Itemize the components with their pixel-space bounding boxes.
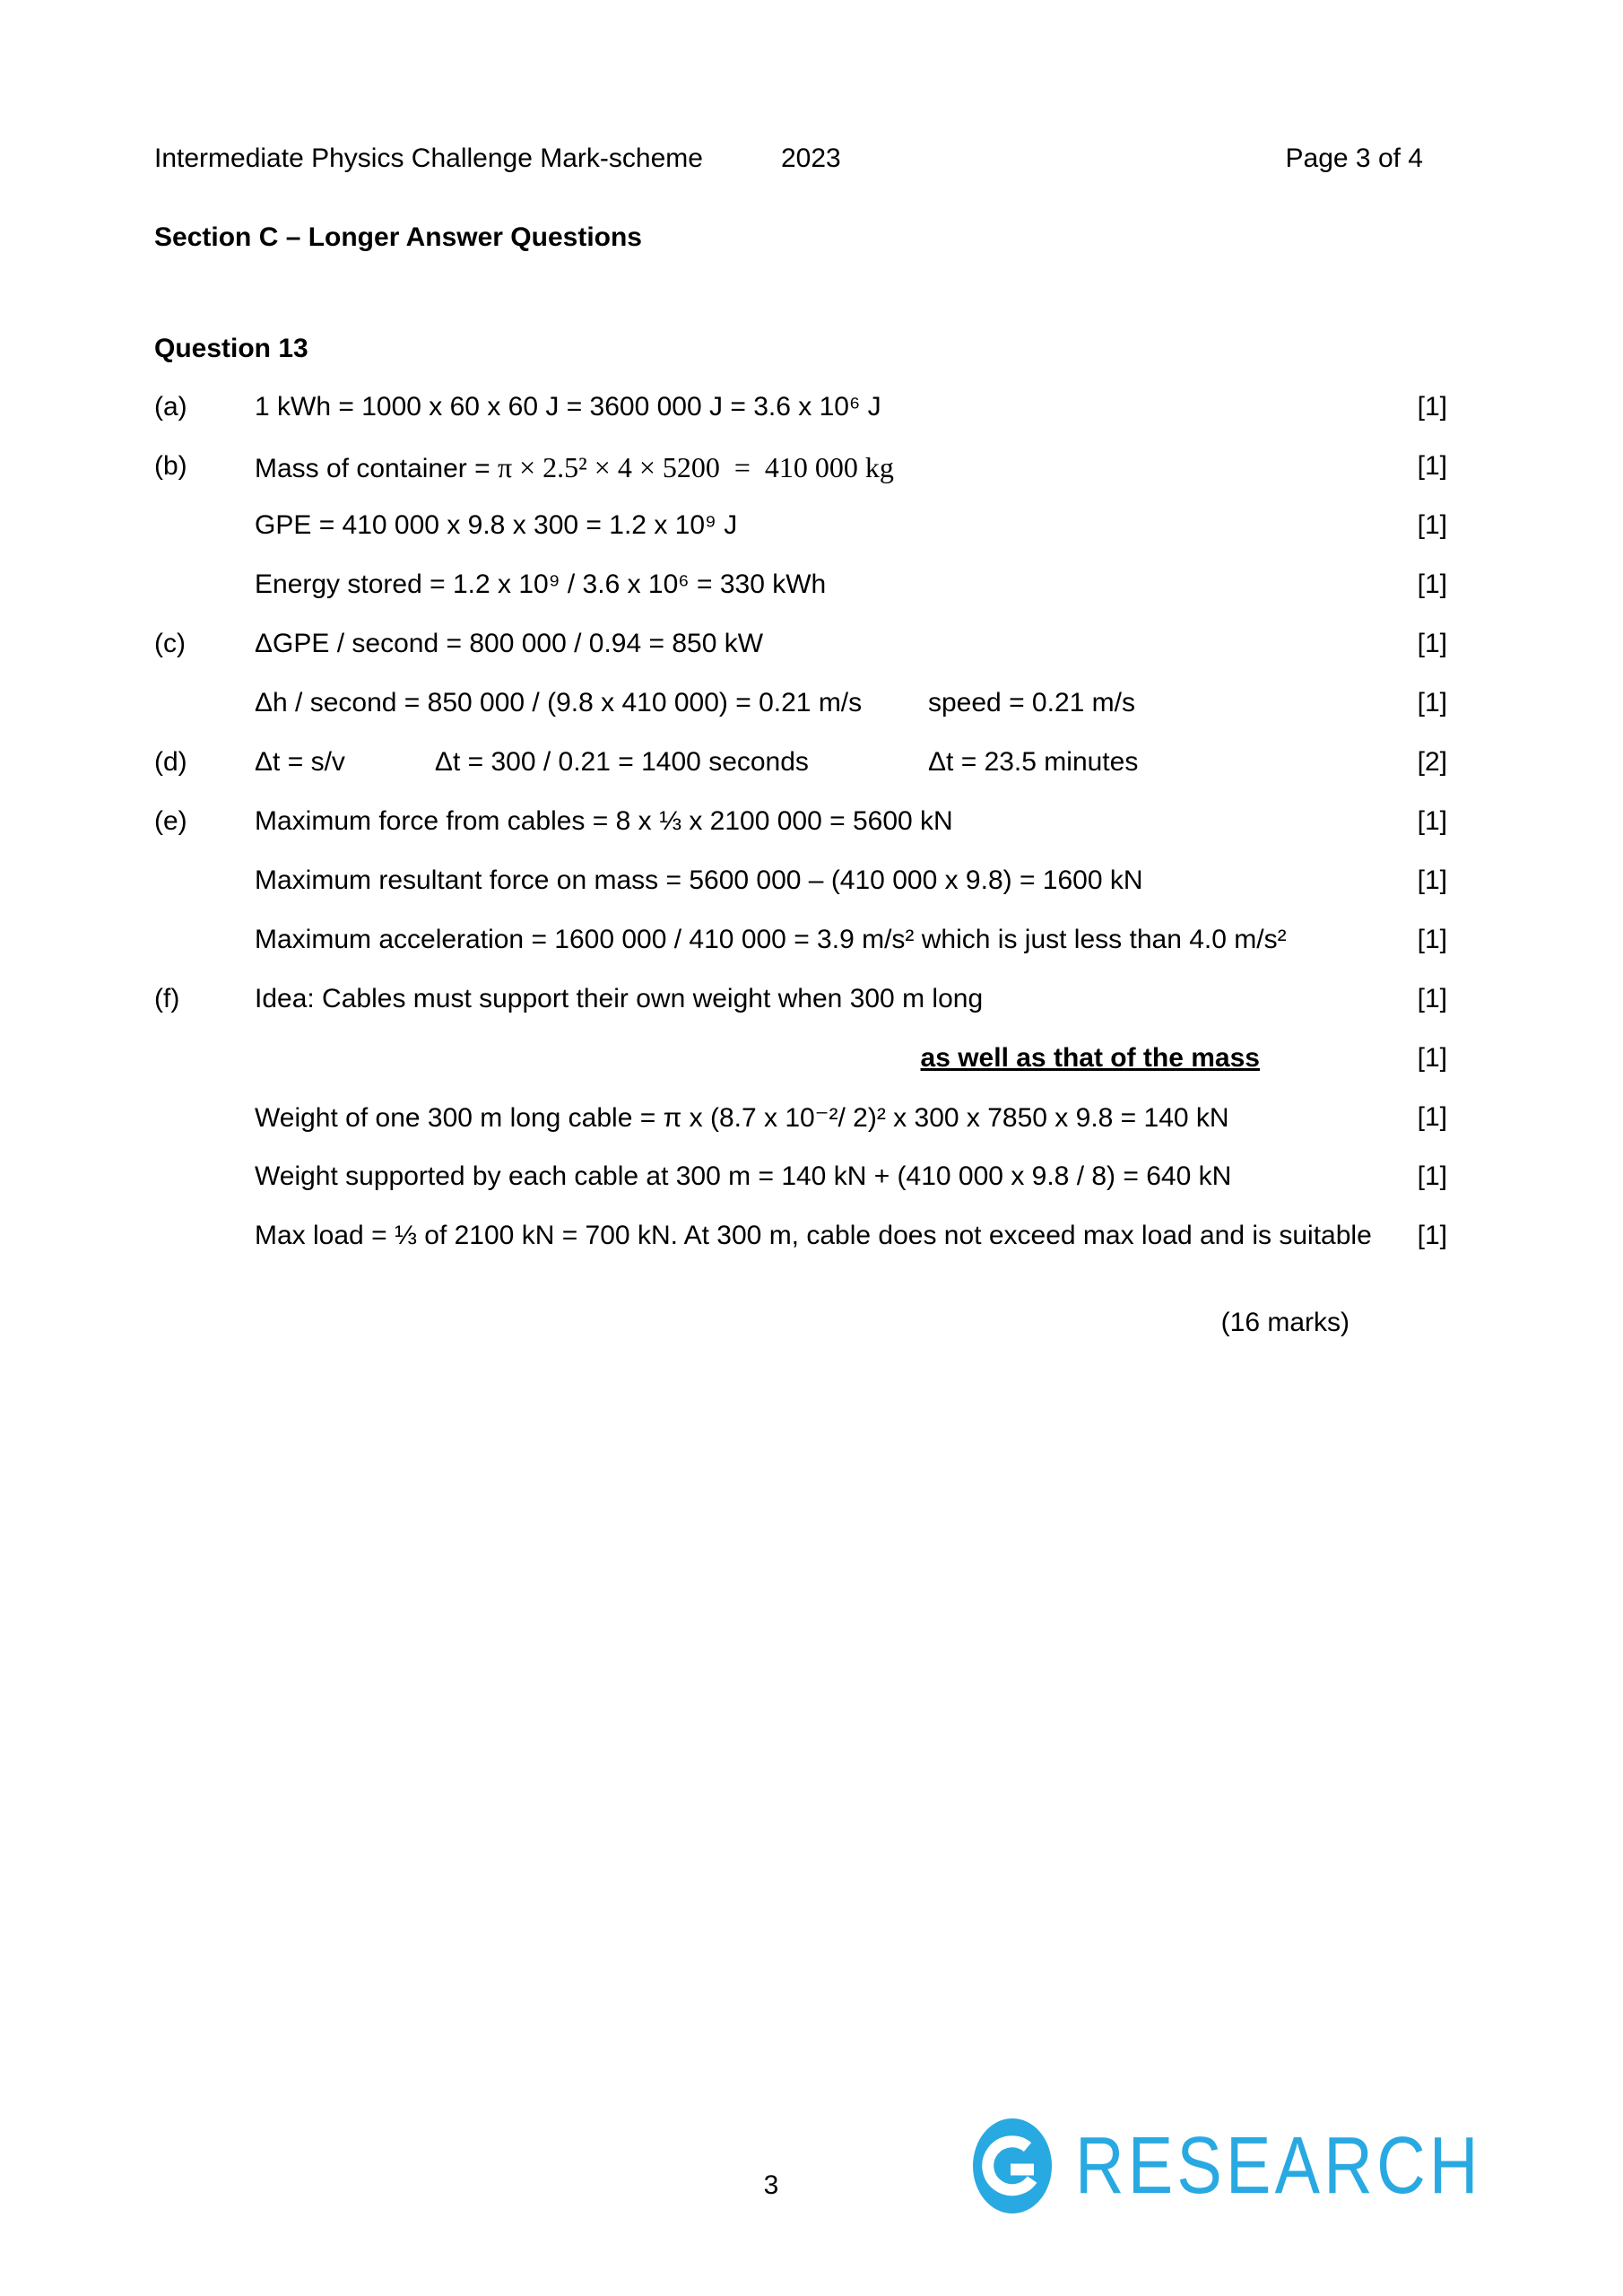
row-label: (d) xyxy=(154,747,187,777)
answer-row xyxy=(154,510,1447,570)
row-mark: [1] xyxy=(1417,925,1447,954)
logo-g-icon xyxy=(973,2118,1052,2213)
row-label: (e) xyxy=(154,806,187,836)
row-text: Δh / second = 850 000 / (9.8 x 410 000) = 0.21 m/s xyxy=(255,688,863,718)
answer-row xyxy=(154,688,1447,747)
row-mark: [1] xyxy=(1417,984,1447,1013)
row-label: (f) xyxy=(154,984,180,1013)
answer-row xyxy=(154,925,1447,984)
answer-rows xyxy=(154,392,1447,1280)
row-mark: [2] xyxy=(1417,747,1447,777)
row-text: ΔGPE / second = 800 000 / 0.94 = 850 kW xyxy=(255,629,764,658)
row-mark: [1] xyxy=(1417,451,1447,481)
row-mark: [1] xyxy=(1417,629,1447,658)
row-secondary-text: speed = 0.21 m/s xyxy=(928,688,1135,718)
answer-row xyxy=(154,1221,1447,1280)
row-mark: [1] xyxy=(1417,1102,1447,1132)
row-text: Idea: Cables must support their own weight when 300 m long xyxy=(255,984,984,1013)
answer-row xyxy=(154,1102,1447,1161)
total-marks: (16 marks) xyxy=(1220,1308,1350,1337)
g-research-logo xyxy=(973,2118,1559,2213)
row-secondary-text: Δt = 23.5 minutes xyxy=(928,747,1139,777)
question-heading: Question 13 xyxy=(154,334,308,363)
row-mark: [1] xyxy=(1417,806,1447,836)
row-mark: [1] xyxy=(1417,1221,1447,1250)
row-math-expression: π × 2.5² × 4 × 5200 = 410 000 kg xyxy=(497,451,894,483)
answer-row xyxy=(154,451,1447,510)
header-title: Intermediate Physics Challenge Mark-scheme xyxy=(154,144,703,173)
row-text: GPE = 410 000 x 9.8 x 300 = 1.2 x 10⁹ J xyxy=(255,510,738,540)
document-header xyxy=(154,0,1447,179)
page-number: 3 xyxy=(763,2170,779,2200)
row-mark: [1] xyxy=(1417,570,1447,599)
answer-row xyxy=(154,806,1447,865)
row-label: (a) xyxy=(154,392,187,422)
header-year: 2023 xyxy=(781,144,841,173)
answer-row xyxy=(154,747,1447,806)
row-label: (b) xyxy=(154,451,187,481)
row-label: (c) xyxy=(154,629,186,658)
section-heading: Section C – Longer Answer Questions xyxy=(154,222,642,252)
answer-row xyxy=(154,1043,1447,1102)
row-mark: [1] xyxy=(1417,510,1447,540)
row-text: Mass of container = π × 2.5² × 4 × 5200 = 410 000 kg xyxy=(255,451,894,483)
row-text: Maximum force from cables = 8 x ⅓ x 2100 000 = 5600 kN xyxy=(255,806,953,836)
row-text-emphasis: as well as that of the mass xyxy=(920,1043,1260,1073)
row-mark: [1] xyxy=(1417,865,1447,895)
logo-text: RESEARCH xyxy=(1075,2121,1482,2211)
row-text: Maximum resultant force on mass = 5600 000 – (410 000 x 9.8) = 1600 kN xyxy=(255,865,1143,895)
row-text: Energy stored = 1.2 x 10⁹ / 3.6 x 10⁶ = 330 kWh xyxy=(255,570,827,599)
total-row xyxy=(154,1308,1447,1344)
answer-row xyxy=(154,1161,1447,1221)
row-mark: [1] xyxy=(1417,1161,1447,1191)
answer-row xyxy=(154,984,1447,1043)
answer-row xyxy=(154,392,1447,451)
row-text: Δt = s/v Δt = 300 / 0.21 = 1400 seconds xyxy=(255,747,809,777)
answer-row xyxy=(154,629,1447,688)
header-page-info: Page 3 of 4 xyxy=(1285,144,1423,173)
answer-row xyxy=(154,570,1447,629)
document-content xyxy=(154,0,1447,1344)
row-text: 1 kWh = 1000 x 60 x 60 J = 3600 000 J = 3.6 x 10⁶ J xyxy=(255,392,881,422)
row-text: Max load = ⅓ of 2100 kN = 700 kN. At 300 m, cable does not exceed max load and is suitable xyxy=(255,1221,1372,1250)
row-text: Weight supported by each cable at 300 m = 140 kN + (410 000 x 9.8 / 8) = 640 kN xyxy=(255,1161,1232,1191)
row-text: Weight of one 300 m long cable = π x (8.7 x 10⁻²/ 2)² x 300 x 7850 x 9.8 = 140 kN xyxy=(255,1103,1229,1133)
row-text: Maximum acceleration = 1600 000 / 410 000 = 3.9 m/s² which is just less than 4.0 m/s² xyxy=(255,925,1287,954)
row-mark: [1] xyxy=(1417,392,1447,422)
answer-row xyxy=(154,865,1447,925)
row-mark: [1] xyxy=(1417,1043,1447,1073)
row-mark: [1] xyxy=(1417,688,1447,718)
